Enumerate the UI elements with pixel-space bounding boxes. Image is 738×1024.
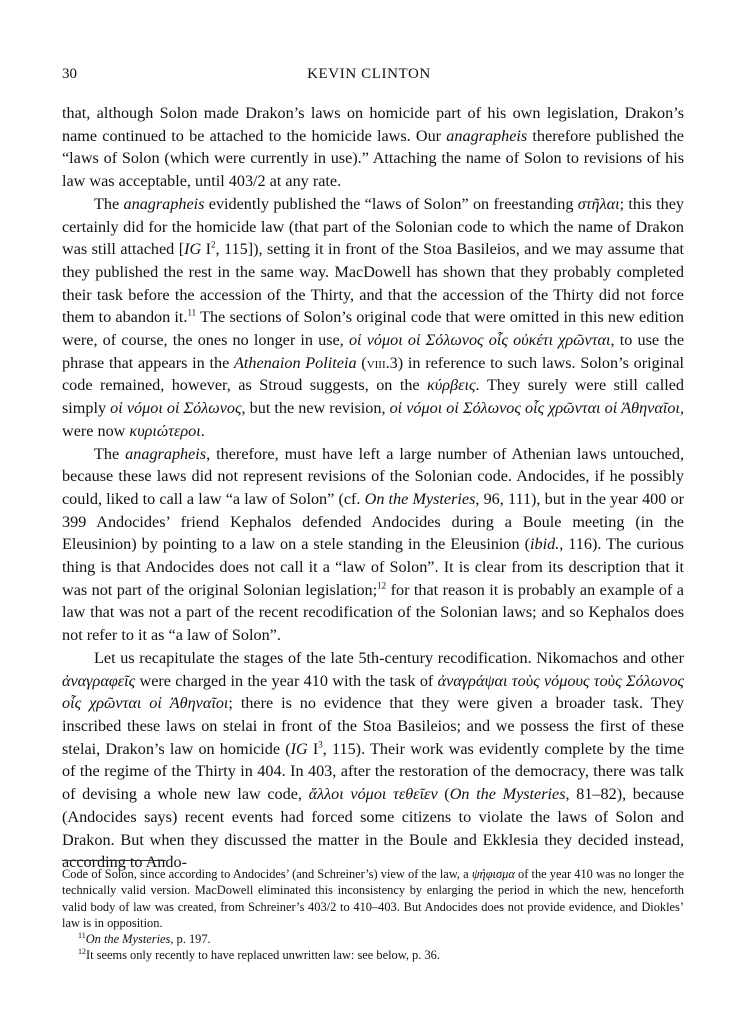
text-run: . — [200, 421, 205, 440]
text-run: The — [94, 194, 124, 213]
italic-title: On the Mysteries — [449, 785, 566, 804]
text-run: , 115]), setting it in front of the Stoa Basileios, and we may assume that they published the rest in the same way. MacDowell has shown that they probably completed their task before the accession of the Thirty, and that the accession of the Thirty did not force them to abandon it. — [62, 240, 684, 327]
text-run: I — [201, 240, 212, 259]
text-run: The sections of Solon’s original code that were omitted in this new edition were, of course, the ones no longer in use, — [62, 308, 685, 350]
text-run: therefore published the “laws of Solon (which were currently in use).” Attaching the name of Solon to revisions of his law was acceptable, until 403/2 at any rate. — [62, 126, 684, 191]
footnote-number: 12 — [78, 947, 86, 957]
text-run: , to use the phrase that appears in the — [62, 331, 685, 372]
text-run: , p. 197. — [170, 932, 211, 947]
text-run: ; this they certainly did for the homicide law (that part of the Solonian code to which the name of Drakon was still attached [ — [62, 194, 684, 259]
italic-term: IG — [184, 240, 202, 259]
paragraph-4 — [62, 647, 684, 874]
footnote-continuation — [62, 866, 684, 931]
footnote-number: 11 — [78, 931, 86, 941]
paragraph-1 — [62, 102, 684, 193]
text-run: that, although Solon made Drakon’s laws on homicide part of his own legislation, Drakon’s name continued to be attached to the homicide laws. Our — [62, 104, 684, 145]
text-run: . They surely were still called simply — [62, 376, 685, 418]
footnote-divider — [62, 860, 166, 861]
greek-phrase: οἱ νόμοι οἱ Σόλωνος οἷς χρῶνται οἱ Ἀθηναῖοι — [389, 399, 680, 418]
text-run: .3) in reference to such laws. Solon’s original code remained, however, as Stroud suggests, on the — [62, 353, 685, 395]
text-run: , therefore, must have left a large number of Athenian laws untouched, because these laws did not represent revisions of the Solonian code. Andocides, if he possibly could, liked to call a law “a law of Solon” (cf. — [62, 444, 684, 508]
greek-phrase: ἀναγράψαι τοὺς νόμους τοὺς Σόλωνος οἷς χρῶνται οἱ Ἀθηναῖοι — [62, 671, 684, 713]
edition-superscript: 2 — [211, 239, 216, 250]
text-run: , 96, 111), but in the year 400 or 399 Andocides’ friend Kephalos defended Andocides during a Boule meeting (in the Eleusinion) by pointing to a law on a stele standing in the Eleusinion ( — [62, 489, 684, 554]
text-run: , 116). The curious thing is that Andocides does not call it a “law of Solon”. It is clear from its description that it was not part of the original Solonian legislation; — [62, 535, 684, 599]
footnotes — [62, 866, 684, 964]
running-head: KEVIN CLINTON — [307, 66, 431, 82]
text-run: The — [94, 444, 126, 463]
text-run: I — [307, 739, 319, 758]
text-run: , but the new revision, — [241, 399, 390, 418]
paragraph-3 — [62, 443, 684, 647]
greek-phrase: κυριώτεροι — [129, 421, 201, 440]
footnote-11 — [62, 931, 684, 947]
text-run: evidently published the “laws of Solon” on freestanding — [204, 194, 578, 213]
greek-phrase: οἱ νόμοι οἱ Σόλωνος — [110, 399, 242, 418]
italic-term: anagrapheis — [446, 126, 528, 145]
greek-phrase: κύρβεις — [427, 376, 476, 395]
text-run: ( — [356, 353, 367, 372]
italic-term: anagrapheis — [123, 194, 205, 213]
text-run: of the year 410 was no longer the technically valid version. MacDowell eliminated this inconsistency by enlarging the period in which the new, henceforth valid body of law was created, from Schreiner’s 403/2 to 410–403. But Andocides does not provide evidence, and Diokles’ law is in opposition. — [62, 867, 684, 930]
italic-term: IG — [290, 739, 308, 758]
greek-phrase: ψήφισμα — [471, 867, 515, 881]
footnote-12 — [62, 947, 684, 963]
text-run: It seems only recently to have replaced unwritten law: see below, p. 36. — [86, 948, 440, 963]
text-run: , 81–82), because (Andocides says) recent events had forced some citizens to violate the laws of Solon and Drakon. But when they discussed the matter in the Boule and Ekklesia they decided instead, according to Ando- — [62, 785, 685, 872]
text-run: , were now — [62, 399, 684, 440]
greek-phrase: ἄλλοι νόμοι τεθεῖεν — [308, 785, 438, 804]
edition-superscript: 3 — [318, 739, 323, 750]
page-header — [62, 66, 676, 88]
greek-phrase: ἀναγραφεῖς — [62, 671, 136, 690]
footnote-ref-12[interactable]: 12 — [377, 580, 387, 591]
greek-phrase: στῆλαι — [577, 194, 620, 213]
paragraph-2 — [62, 193, 684, 443]
greek-phrase: οἱ νόμοι οἱ Σόλωνος οἷς οὐκέτι χρῶνται — [348, 331, 611, 350]
text-run: were charged in the year 410 with the task of — [135, 671, 438, 690]
roman-numeral: viii — [366, 353, 386, 372]
text-run: for that reason it is probably an example of a law that was not a part of the recent recodification of the Solonian laws; and so Kephalos does not refer to it as “a law of Solon”. — [62, 580, 684, 645]
italic-term: ibid. — [530, 535, 560, 554]
text-run: ; there is no evidence that they were given a broader task. They inscribed these laws on stelai in front of the Stoa Basileios; and we possess the first of these stelai, Drakon’s law on homicide ( — [62, 694, 684, 758]
text-run: , 115). Their work was evidently complete by the time of the regime of the Thirty in 404. In 403, after the restoration of the democracy, there was talk of devising a whole new law code, — [62, 739, 685, 804]
text-run: Code of Solon, since according to Andocides’ (and Schreiner’s) view of the law, a — [62, 867, 472, 881]
italic-title: Athenaion Politeia — [234, 353, 357, 372]
italic-title: On the Mysteries — [364, 489, 476, 508]
body-text — [62, 102, 684, 874]
italic-title: On the Mysteries — [85, 932, 171, 947]
page-number: 30 — [62, 66, 77, 82]
text-run: Let us recapitulate the stages of the late 5th-century recodification. Nikomachos and other — [94, 648, 684, 667]
text-run: ( — [437, 785, 450, 804]
italic-term: anagrapheis — [125, 444, 207, 463]
footnote-ref-11[interactable]: 11 — [187, 307, 197, 318]
